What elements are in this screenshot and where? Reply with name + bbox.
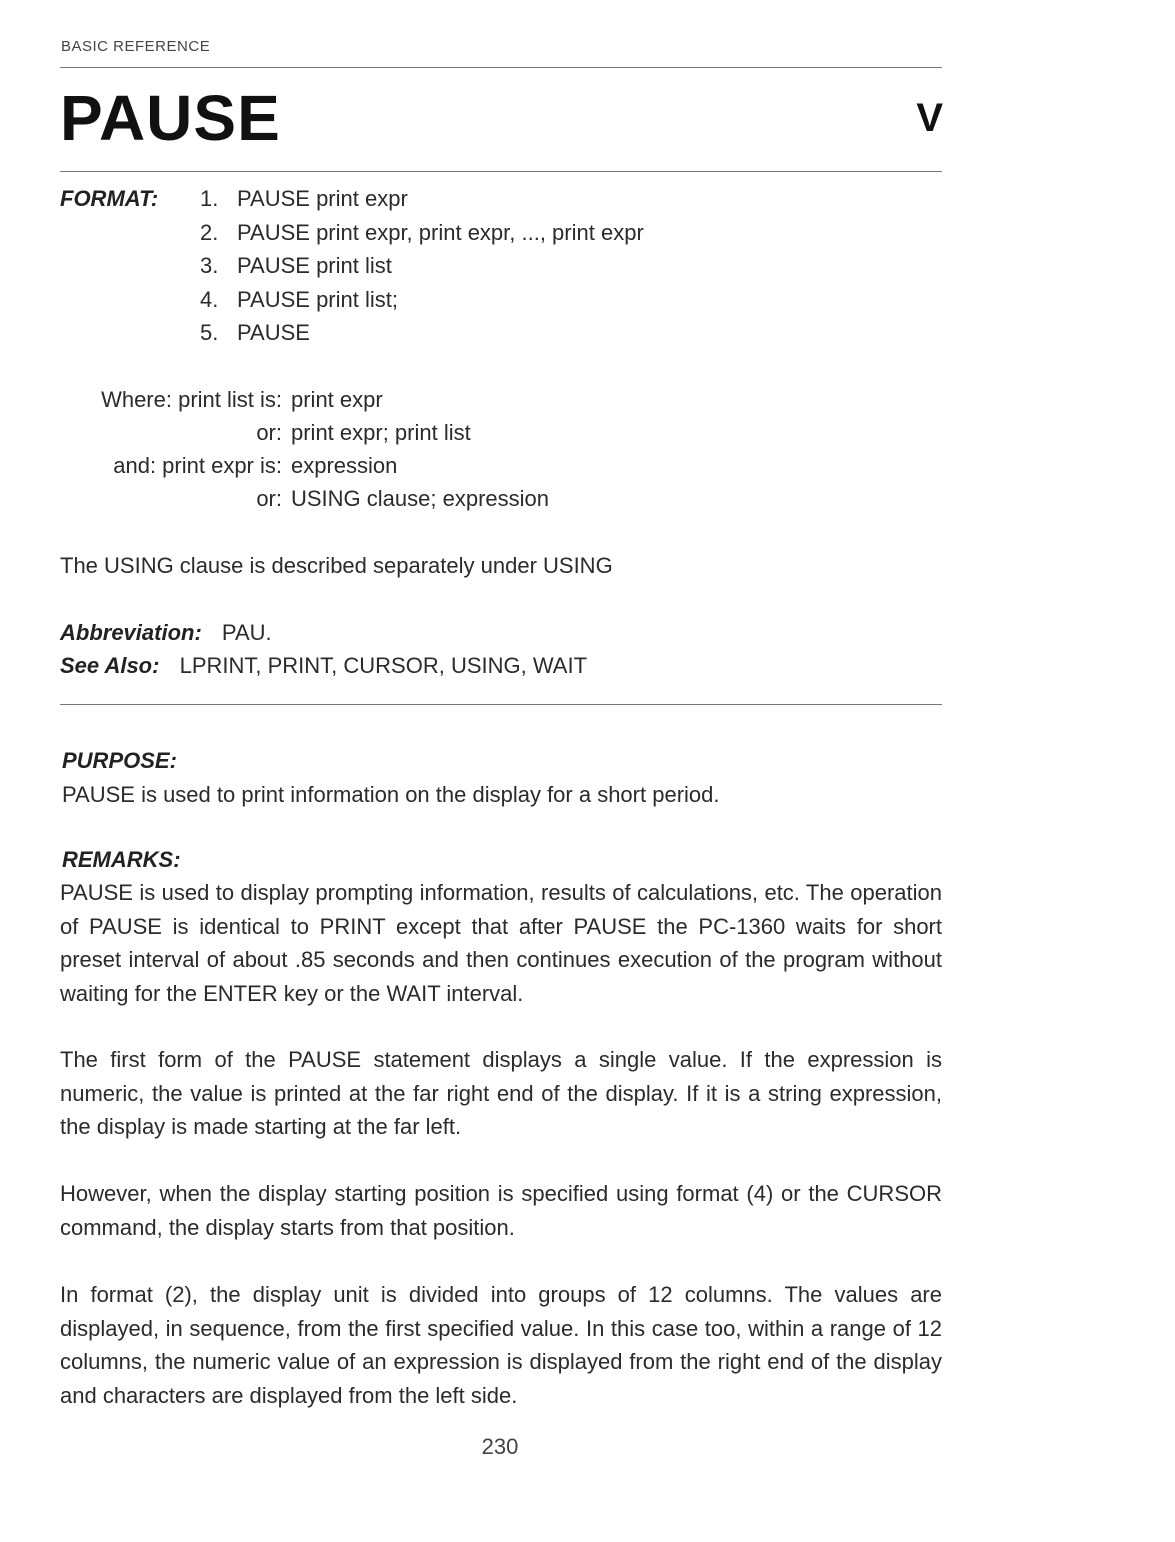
remarks-paragraph: The first form of the PAUSE statement displays a single value. If the expression is numeric, the value is printed at the far right end of the display. If it is a string expression, the display is made starting at the far left. [60, 1047, 942, 1139]
format-item-text: PAUSE [237, 320, 310, 345]
section-letter: V [916, 96, 943, 140]
remarks-paragraph: PAUSE is used to display prompting information, results of calculations, etc. The operation of PAUSE is identical to PRINT except that after PAUSE the PC-1360 waits for short preset interval of about .85 seconds and then continues execution of the program without waiting for the ENTER key or the WAIT interval. [60, 880, 942, 1006]
format-label: FORMAT: [60, 186, 159, 211]
where-key: Where: print list is: [101, 387, 282, 412]
where-key: and: print expr is: [113, 453, 282, 478]
format-item-text: PAUSE print expr [237, 186, 408, 211]
page-title: PAUSE [60, 82, 281, 154]
format-item-text: PAUSE print list [237, 253, 392, 278]
page-number: 230 [481, 1434, 519, 1459]
running-header: BASIC REFERENCE [61, 38, 211, 55]
format-item-text: PAUSE print expr, print expr, ..., print expr [237, 219, 644, 245]
title-rule [60, 171, 942, 172]
format-item [200, 249, 644, 283]
see-also-label: See Also: [60, 653, 160, 678]
purpose-text: PAUSE is used to print information on the display for a short period. [62, 782, 720, 807]
remarks-paragraph: However, when the display starting position is specified using format (4) or the CURSOR command, the display starts from that position. [60, 1181, 942, 1240]
format-item-number: 2. [200, 219, 219, 245]
abbreviation-line [60, 616, 272, 649]
where-value: print expr [291, 387, 383, 412]
abbreviation-value: PAU. [221, 620, 272, 645]
where-value: USING clause; expression [291, 486, 549, 511]
format-item [200, 283, 644, 317]
where-key: or: [256, 420, 282, 445]
format-item-number: 5. [200, 320, 219, 345]
where-value: print expr; print list [291, 420, 471, 445]
remarks-label: REMARKS: [62, 847, 181, 872]
header-rule [60, 67, 942, 68]
format-item [200, 216, 644, 250]
see-also-line [60, 649, 587, 682]
abbreviation-label: Abbreviation: [60, 620, 202, 645]
purpose-label: PURPOSE: [62, 748, 177, 773]
see-also-value: LPRINT, PRINT, CURSOR, USING, WAIT [179, 653, 588, 678]
format-item [200, 316, 644, 350]
format-item-number: 4. [200, 286, 219, 312]
where-value: expression [291, 453, 398, 478]
format-item-number: 3. [200, 253, 219, 278]
remarks-paragraph: In format (2), the display unit is divided into groups of 12 columns. The values are displayed, in sequence, from the first specified value. In this case too, within a range of 12 columns, the numeric value of an expression is displayed from the right end of the display and characters are displayed from the left side. [60, 1282, 942, 1408]
where-key: or: [256, 486, 282, 511]
format-item-text: PAUSE print list; [237, 286, 398, 312]
using-note: The USING clause is described separately under USING [60, 553, 613, 578]
section-rule [60, 704, 942, 705]
format-item-number: 1. [200, 186, 219, 211]
format-item [200, 182, 644, 216]
format-list [200, 182, 644, 350]
